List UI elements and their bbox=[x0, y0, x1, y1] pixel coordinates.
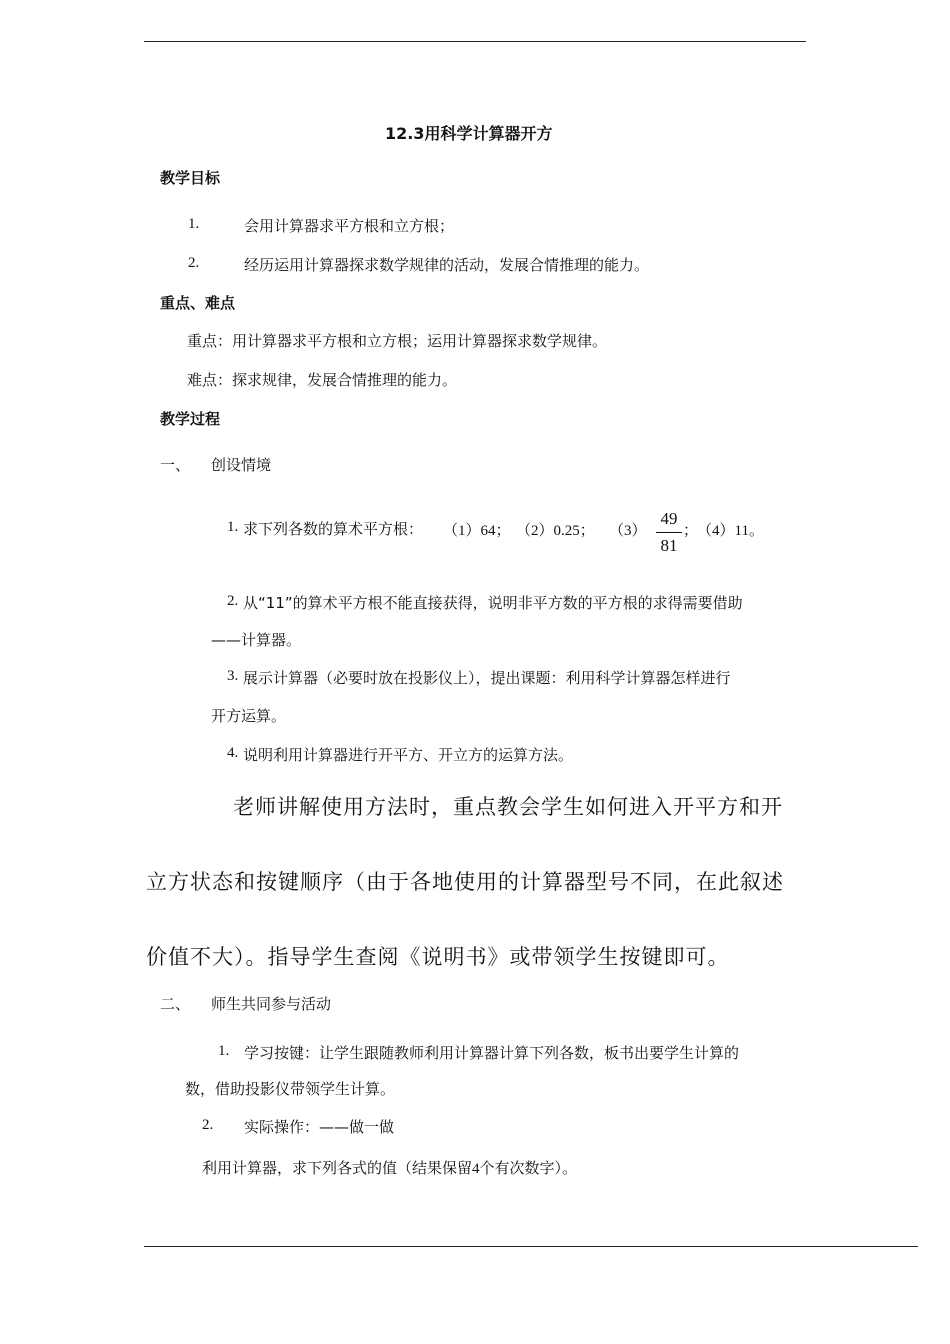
page-title: 12.3用科学计算器开方 bbox=[385, 124, 553, 143]
difficulty-point: 难点：探求规律，发展合情推理的能力。 bbox=[187, 371, 458, 389]
p1-item3-line2: 开方运算。 bbox=[211, 707, 287, 725]
part2-number: 二、 bbox=[160, 995, 191, 1013]
p1-item1-d: （4）11。 bbox=[697, 523, 764, 539]
key-heading: 重点、难点 bbox=[160, 294, 236, 312]
p2-instruction-pre: 利用计算器，求下列各式的值（结果保留 bbox=[202, 1159, 473, 1177]
footer-rule bbox=[144, 1246, 918, 1247]
goal-2-text: 经历运用计算器探求数学规律的活动，发展合情推理的能力。 bbox=[244, 256, 650, 274]
goals-heading: 教学目标 bbox=[160, 169, 221, 187]
p1-item1-a: （1）64； bbox=[443, 523, 511, 539]
process-heading: 教学过程 bbox=[160, 410, 221, 428]
p1-item1-c-after: ； bbox=[683, 523, 699, 539]
p1-item2-number: 2. bbox=[227, 593, 239, 609]
p1-item2-line2: ——计算器。 bbox=[211, 631, 302, 649]
goal-1-text: 会用计算器求平方根和立方根； bbox=[244, 217, 455, 235]
explanation-line2: 立方状态和按键顺序（由于各地使用的计算器型号不同，在此叙述 bbox=[146, 870, 784, 894]
p1-item1-b: （2）0.25； bbox=[516, 523, 595, 539]
part1-title: 创设情境 bbox=[211, 456, 272, 474]
p2-instruction-num: 4 bbox=[472, 1161, 480, 1177]
p1-item1-c: （3） bbox=[609, 523, 647, 539]
key-point: 重点：用计算器求平方根和立方根；运用计算器探求数学规律。 bbox=[187, 332, 608, 350]
goal-1-number: 1. bbox=[188, 216, 200, 232]
part1-number: 一、 bbox=[160, 456, 191, 474]
fraction-denominator: 81 bbox=[660, 536, 678, 555]
explanation-line3: 价值不大）。指导学生查阅《说明书》或带领学生按键即可。 bbox=[146, 945, 730, 969]
p1-item4-text: 说明利用计算器进行开平方、开立方的运算方法。 bbox=[243, 746, 574, 764]
p2-item1-line1: 学习按键：让学生跟随教师利用计算器计算下列各数，板书出要学生计算的 bbox=[244, 1044, 740, 1062]
p1-item1-lead: 求下列各数的算术平方根： bbox=[243, 520, 424, 538]
p2-instruction-post: 个有次数字）。 bbox=[479, 1159, 578, 1177]
part2-title: 师生共同参与活动 bbox=[211, 995, 332, 1013]
fraction-bar bbox=[656, 532, 682, 533]
p1-item4-number: 4. bbox=[227, 745, 239, 761]
p2-instruction bbox=[202, 1157, 577, 1178]
p2-item1-number: 1. bbox=[218, 1043, 230, 1059]
p1-item1-number: 1. bbox=[227, 519, 239, 535]
header-rule bbox=[144, 41, 806, 42]
p1-item3-number: 3. bbox=[227, 668, 239, 684]
fraction-49-81 bbox=[656, 509, 682, 556]
p1-item2-line1: 从“11”的算术平方根不能直接获得，说明非平方数的平方根的求得需要借助 bbox=[243, 594, 743, 612]
explanation-line1: 老师讲解使用方法时，重点教会学生如何进入开平方和开 bbox=[233, 795, 783, 819]
p2-item1-line2: 数，借助投影仪带领学生计算。 bbox=[185, 1080, 396, 1098]
p1-item3-line1: 展示计算器（必要时放在投影仪上），提出课题：利用科学计算器怎样进行 bbox=[243, 669, 731, 687]
p2-item2-text: 实际操作：——做一做 bbox=[244, 1118, 395, 1136]
fraction-numerator: 49 bbox=[660, 509, 678, 528]
goal-2-number: 2. bbox=[188, 255, 200, 271]
p2-item2-number: 2. bbox=[202, 1117, 214, 1133]
